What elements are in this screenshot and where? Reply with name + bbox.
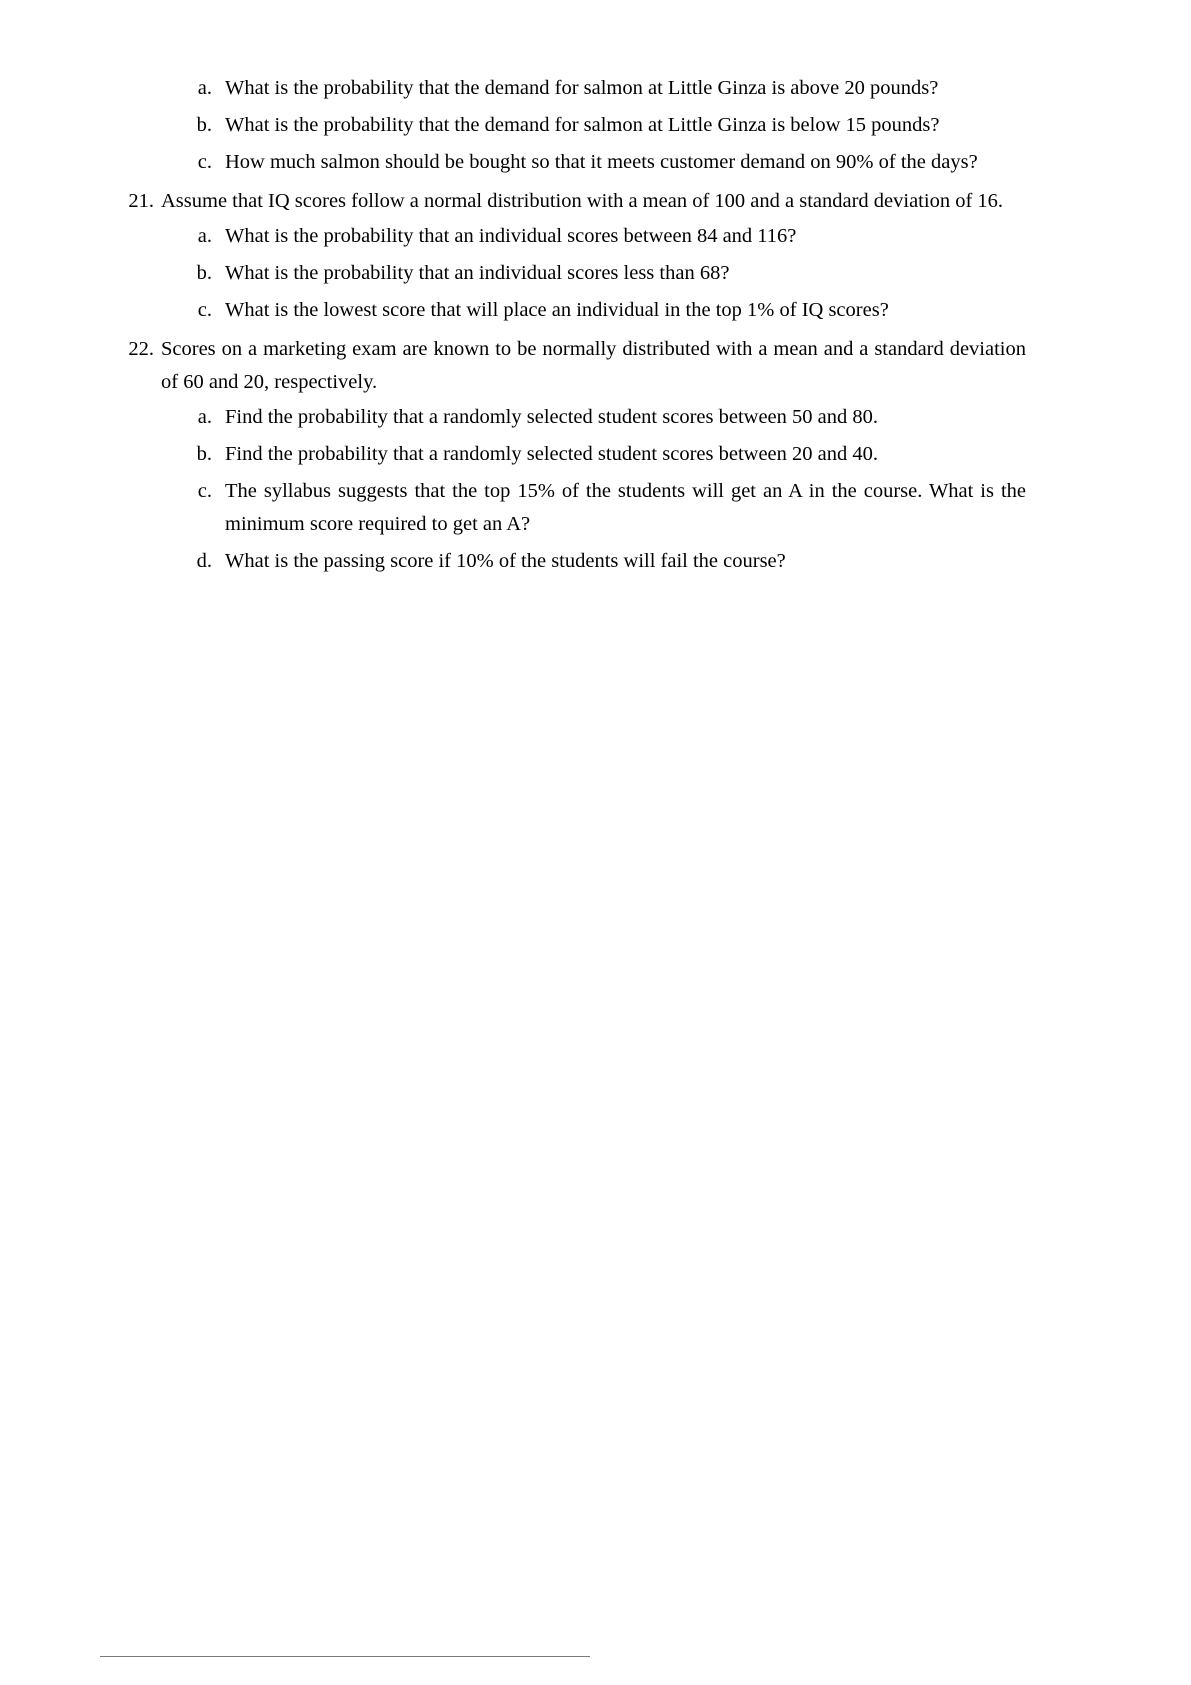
question-22 bbox=[118, 333, 1026, 399]
list-item-text: Find the probability that a randomly selected student scores between 50 and 80. bbox=[225, 406, 878, 428]
list-item bbox=[118, 146, 1026, 179]
list-item bbox=[118, 438, 1026, 471]
list-item-marker: c. bbox=[197, 480, 212, 502]
question-text: Assume that IQ scores follow a normal distribution with a mean of 100 and a standard deviation of 16. bbox=[161, 190, 1004, 212]
list-item-text: What is the probability that an individual scores between 84 and 116? bbox=[225, 225, 797, 247]
list-item bbox=[118, 545, 1026, 578]
list-item-marker: a. bbox=[197, 406, 212, 428]
list-item bbox=[118, 401, 1026, 434]
list-item-text: What is the passing score if 10% of the students will fail the course? bbox=[225, 550, 786, 572]
list-item-text: What is the probability that an individual scores less than 68? bbox=[225, 262, 730, 284]
list-item-marker: a. bbox=[197, 225, 212, 247]
question-22-subitems bbox=[118, 401, 1026, 578]
list-item-text: What is the lowest score that will place an individual in the top 1% of IQ scores? bbox=[225, 299, 889, 321]
list-item bbox=[118, 475, 1026, 541]
list-item-marker: a. bbox=[197, 77, 212, 99]
question-group bbox=[118, 72, 1026, 179]
list-item-text: What is the probability that the demand for salmon at Little Ginza is below 15 pounds? bbox=[225, 114, 940, 136]
question-marker: 22. bbox=[128, 338, 154, 360]
list-item-text: How much salmon should be bought so that it meets customer demand on 90% of the days? bbox=[225, 151, 978, 173]
question-text: Scores on a marketing exam are known to be normally distributed with a mean and a standard deviation of 60 and 20, respectively. bbox=[161, 338, 1026, 393]
list-item-marker: c. bbox=[197, 151, 212, 173]
list-item-marker: c. bbox=[197, 299, 212, 321]
question-marker: 21. bbox=[128, 190, 154, 212]
list-item bbox=[118, 294, 1026, 327]
list-item bbox=[118, 257, 1026, 290]
list-item-text: What is the probability that the demand for salmon at Little Ginza is above 20 pounds? bbox=[225, 77, 939, 99]
list-item bbox=[118, 72, 1026, 105]
list-item bbox=[118, 220, 1026, 253]
list-item-marker: b. bbox=[196, 443, 212, 465]
list-item-text: The syllabus suggests that the top 15% of the students will get an A in the course. What is the minimum score required to get an A? bbox=[225, 480, 1026, 535]
list-item-marker: d. bbox=[196, 550, 212, 572]
question-21-subitems bbox=[118, 220, 1026, 327]
question-21 bbox=[118, 185, 1026, 218]
footer-divider bbox=[100, 1656, 590, 1657]
list-item bbox=[118, 109, 1026, 142]
question-list bbox=[118, 72, 1026, 582]
list-item-marker: b. bbox=[196, 262, 212, 284]
list-item-marker: b. bbox=[196, 114, 212, 136]
list-item-text: Find the probability that a randomly selected student scores between 20 and 40. bbox=[225, 443, 878, 465]
